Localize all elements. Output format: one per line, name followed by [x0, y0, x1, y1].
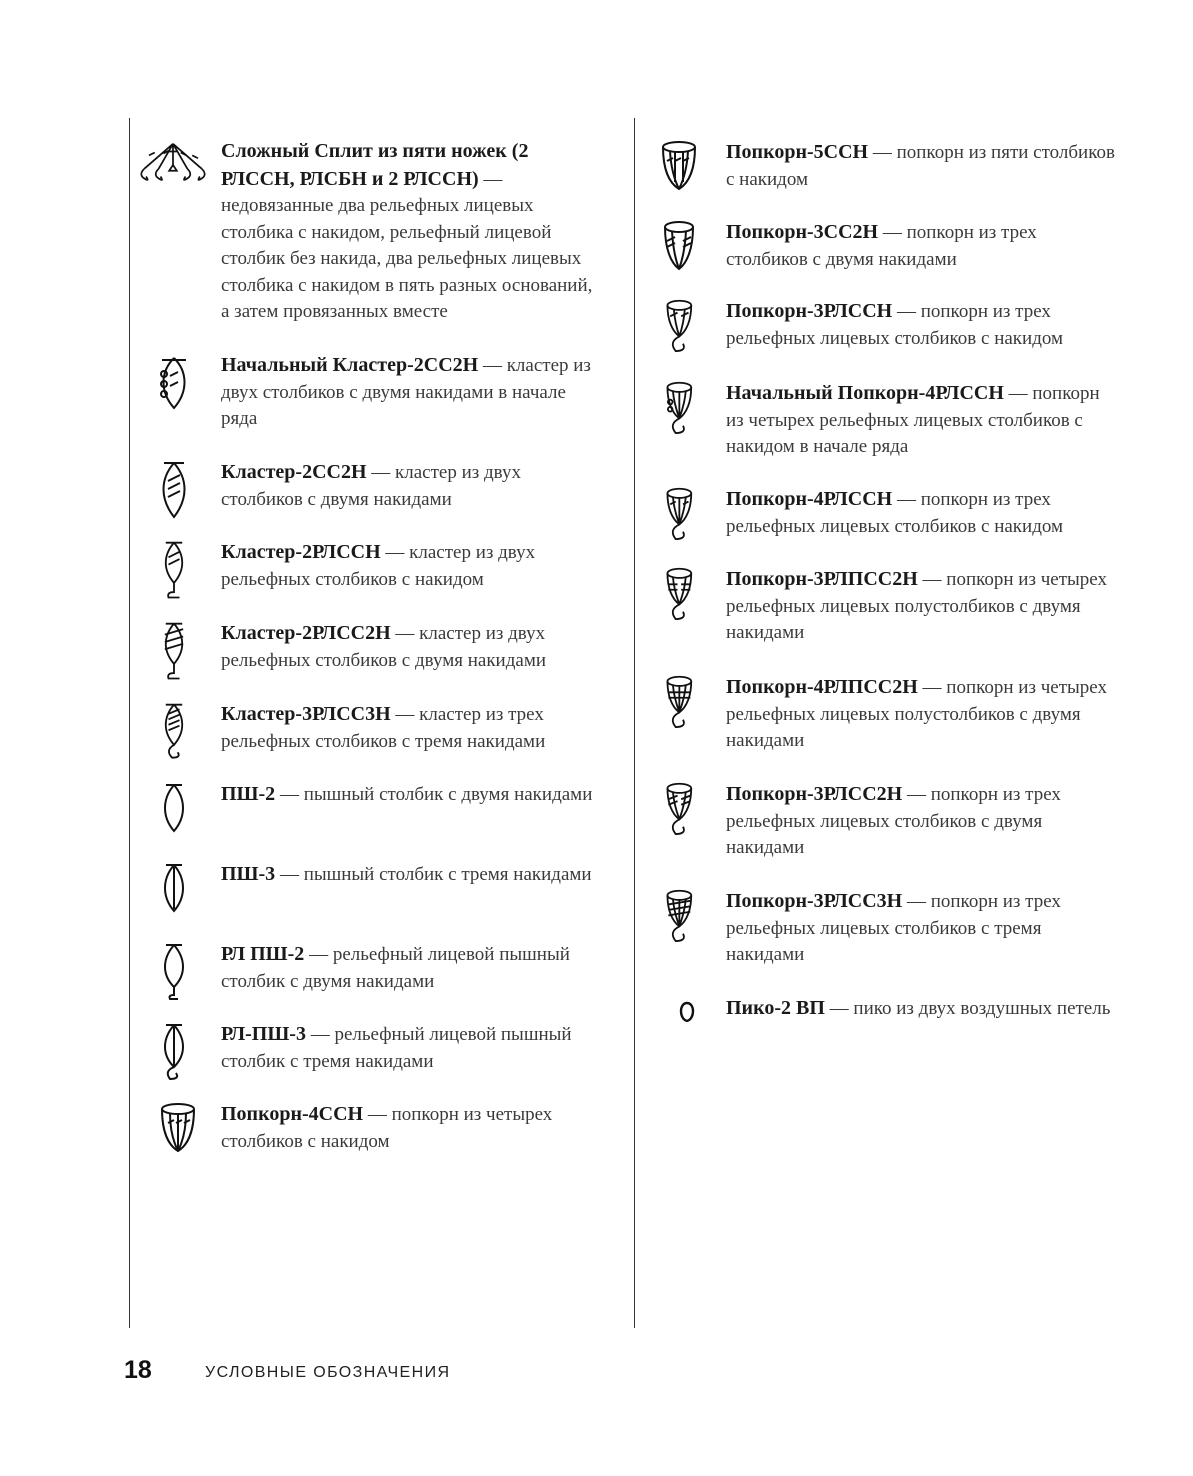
popcorn-4-icon [154, 1101, 202, 1165]
entry-term: Попкорн-3РЛСС2Н [726, 783, 903, 805]
entry-description: — рельефный лицевой пышный столбик с тремя накидами [221, 1024, 572, 1072]
entry-term: Попкорн-4РЛПСС2Н [726, 676, 918, 698]
entry-term: Кластер-2РЛССН [221, 541, 381, 563]
entry-term: Попкорн-3РЛССН [726, 300, 893, 322]
entry-term: РЛ ПШ-2 [221, 943, 305, 965]
entry-term: Пико-2 ВП [726, 997, 825, 1019]
starting-cluster-icon [150, 352, 198, 416]
cluster-2fp-icon [150, 539, 198, 603]
entry-term: ПШ-2 [221, 783, 276, 805]
entry-description: — попкорн из пяти столбиков с накидом [726, 142, 1115, 190]
entry-description: — пышный столбик с тремя накидами [275, 864, 592, 885]
entry-description: — попкорн из трех рельефных лицевых столбиков с тремя накидами [726, 891, 1061, 965]
entry-description: — пышный столбик с двумя накидами [275, 784, 593, 805]
entry-term: Попкорн-5ССН [726, 141, 869, 163]
entry-term: Попкорн-4ССН [221, 1103, 364, 1125]
entry-term: Начальный Попкорн-4РЛССН [726, 382, 1004, 404]
entry-description: — рельефный лицевой пышный столбик с двумя накидами [221, 944, 570, 992]
popcorn-3fp-icon [659, 298, 707, 362]
popcorn-4fp-icon [659, 486, 707, 550]
picot-icon [659, 995, 707, 1059]
entry-description: — кластер из двух столбиков с двумя накидами в начале ряда [221, 355, 591, 429]
popcorn-4fphdc-icon [659, 674, 707, 738]
split-five-legs-icon [134, 140, 182, 204]
page-number: 18 [124, 1356, 152, 1384]
entry-term: Кластер-2СС2Н [221, 461, 367, 483]
entry-description: — попкорн из трех рельефных лицевых столбиков с накидом [726, 489, 1064, 537]
popcorn-3fphdc-icon [659, 566, 707, 630]
entry-description: — недовязанные два рельефных лицевых столбика с накидом, рельефный лицевой столбик без накида, два рельефных лицевых столбика с накидом в пять разных оснований, а затем провязанных вместе [221, 168, 593, 322]
entry-description: — кластер из трех рельефных столбиков с тремя накидами [221, 704, 546, 752]
column-divider-right [634, 118, 635, 1328]
entry-description: — попкорн из трех рельефных лицевых столбиков с накидом [726, 301, 1064, 349]
fp-puff-3-icon [150, 1021, 198, 1085]
popcorn-3fp2-icon [659, 781, 707, 845]
cluster-2dc2-icon [150, 459, 198, 523]
entry-term: Кластер-2РЛСС2Н [221, 622, 391, 644]
entry-term: Начальный Кластер-2СС2Н [221, 354, 479, 376]
entry-description: — попкорн из четырех рельефных лицевых столбиков с накидом в начале ряда [726, 383, 1100, 457]
starting-popcorn-icon [659, 380, 707, 444]
entry-term: Попкорн-4РЛССН [726, 488, 893, 510]
entry-description: — попкорн из четырех рельефных лицевых полустолбиков с двумя накидами [726, 569, 1107, 643]
entry-description: — попкорн из четырех рельефных лицевых полустолбиков с двумя накидами [726, 677, 1107, 751]
column-divider-left [129, 118, 130, 1328]
entry-description: — кластер из двух рельефных столбиков с накидом [221, 542, 536, 590]
popcorn-3dc2-icon [659, 219, 707, 283]
entry-term: Попкорн-3РЛСС3Н [726, 890, 903, 912]
entry-description: — кластер из двух рельефных столбиков с двумя накидами [221, 623, 547, 671]
fp-puff-2-icon [150, 941, 198, 1005]
entry-description: — попкорн из четырех столбиков с накидом [221, 1104, 553, 1152]
cluster-3fp3-icon [150, 701, 198, 765]
puff-3-icon [150, 861, 198, 925]
section-title: УСЛОВНЫЕ ОБОЗНАЧЕНИЯ [205, 1364, 451, 1381]
puff-2-icon [150, 781, 198, 845]
entry-term: РЛ-ПШ-3 [221, 1023, 306, 1045]
entry-description: — попкорн из трех столбиков с двумя накидами [726, 222, 1037, 270]
entry-term: Сложный Сплит из пяти ножек (2 РЛССН, РЛСБН и 2 РЛССН) [221, 140, 529, 190]
entry-description: — пико из двух воздушных петель [824, 998, 1111, 1019]
entry-description: — попкорн из трех рельефных лицевых столбиков с двумя накидами [726, 784, 1061, 858]
popcorn-3fp3-icon [659, 888, 707, 952]
entry-term: Кластер-3РЛСС3Н [221, 703, 391, 725]
cluster-2fp2-icon [150, 620, 198, 684]
entry-term: ПШ-3 [221, 863, 276, 885]
entry-description: — кластер из двух столбиков с двумя накидами [221, 462, 522, 510]
entry-term: Попкорн-3СС2Н [726, 221, 879, 243]
popcorn-5-icon [659, 139, 707, 203]
entry-term: Попкорн-3РЛПСС2Н [726, 568, 918, 590]
